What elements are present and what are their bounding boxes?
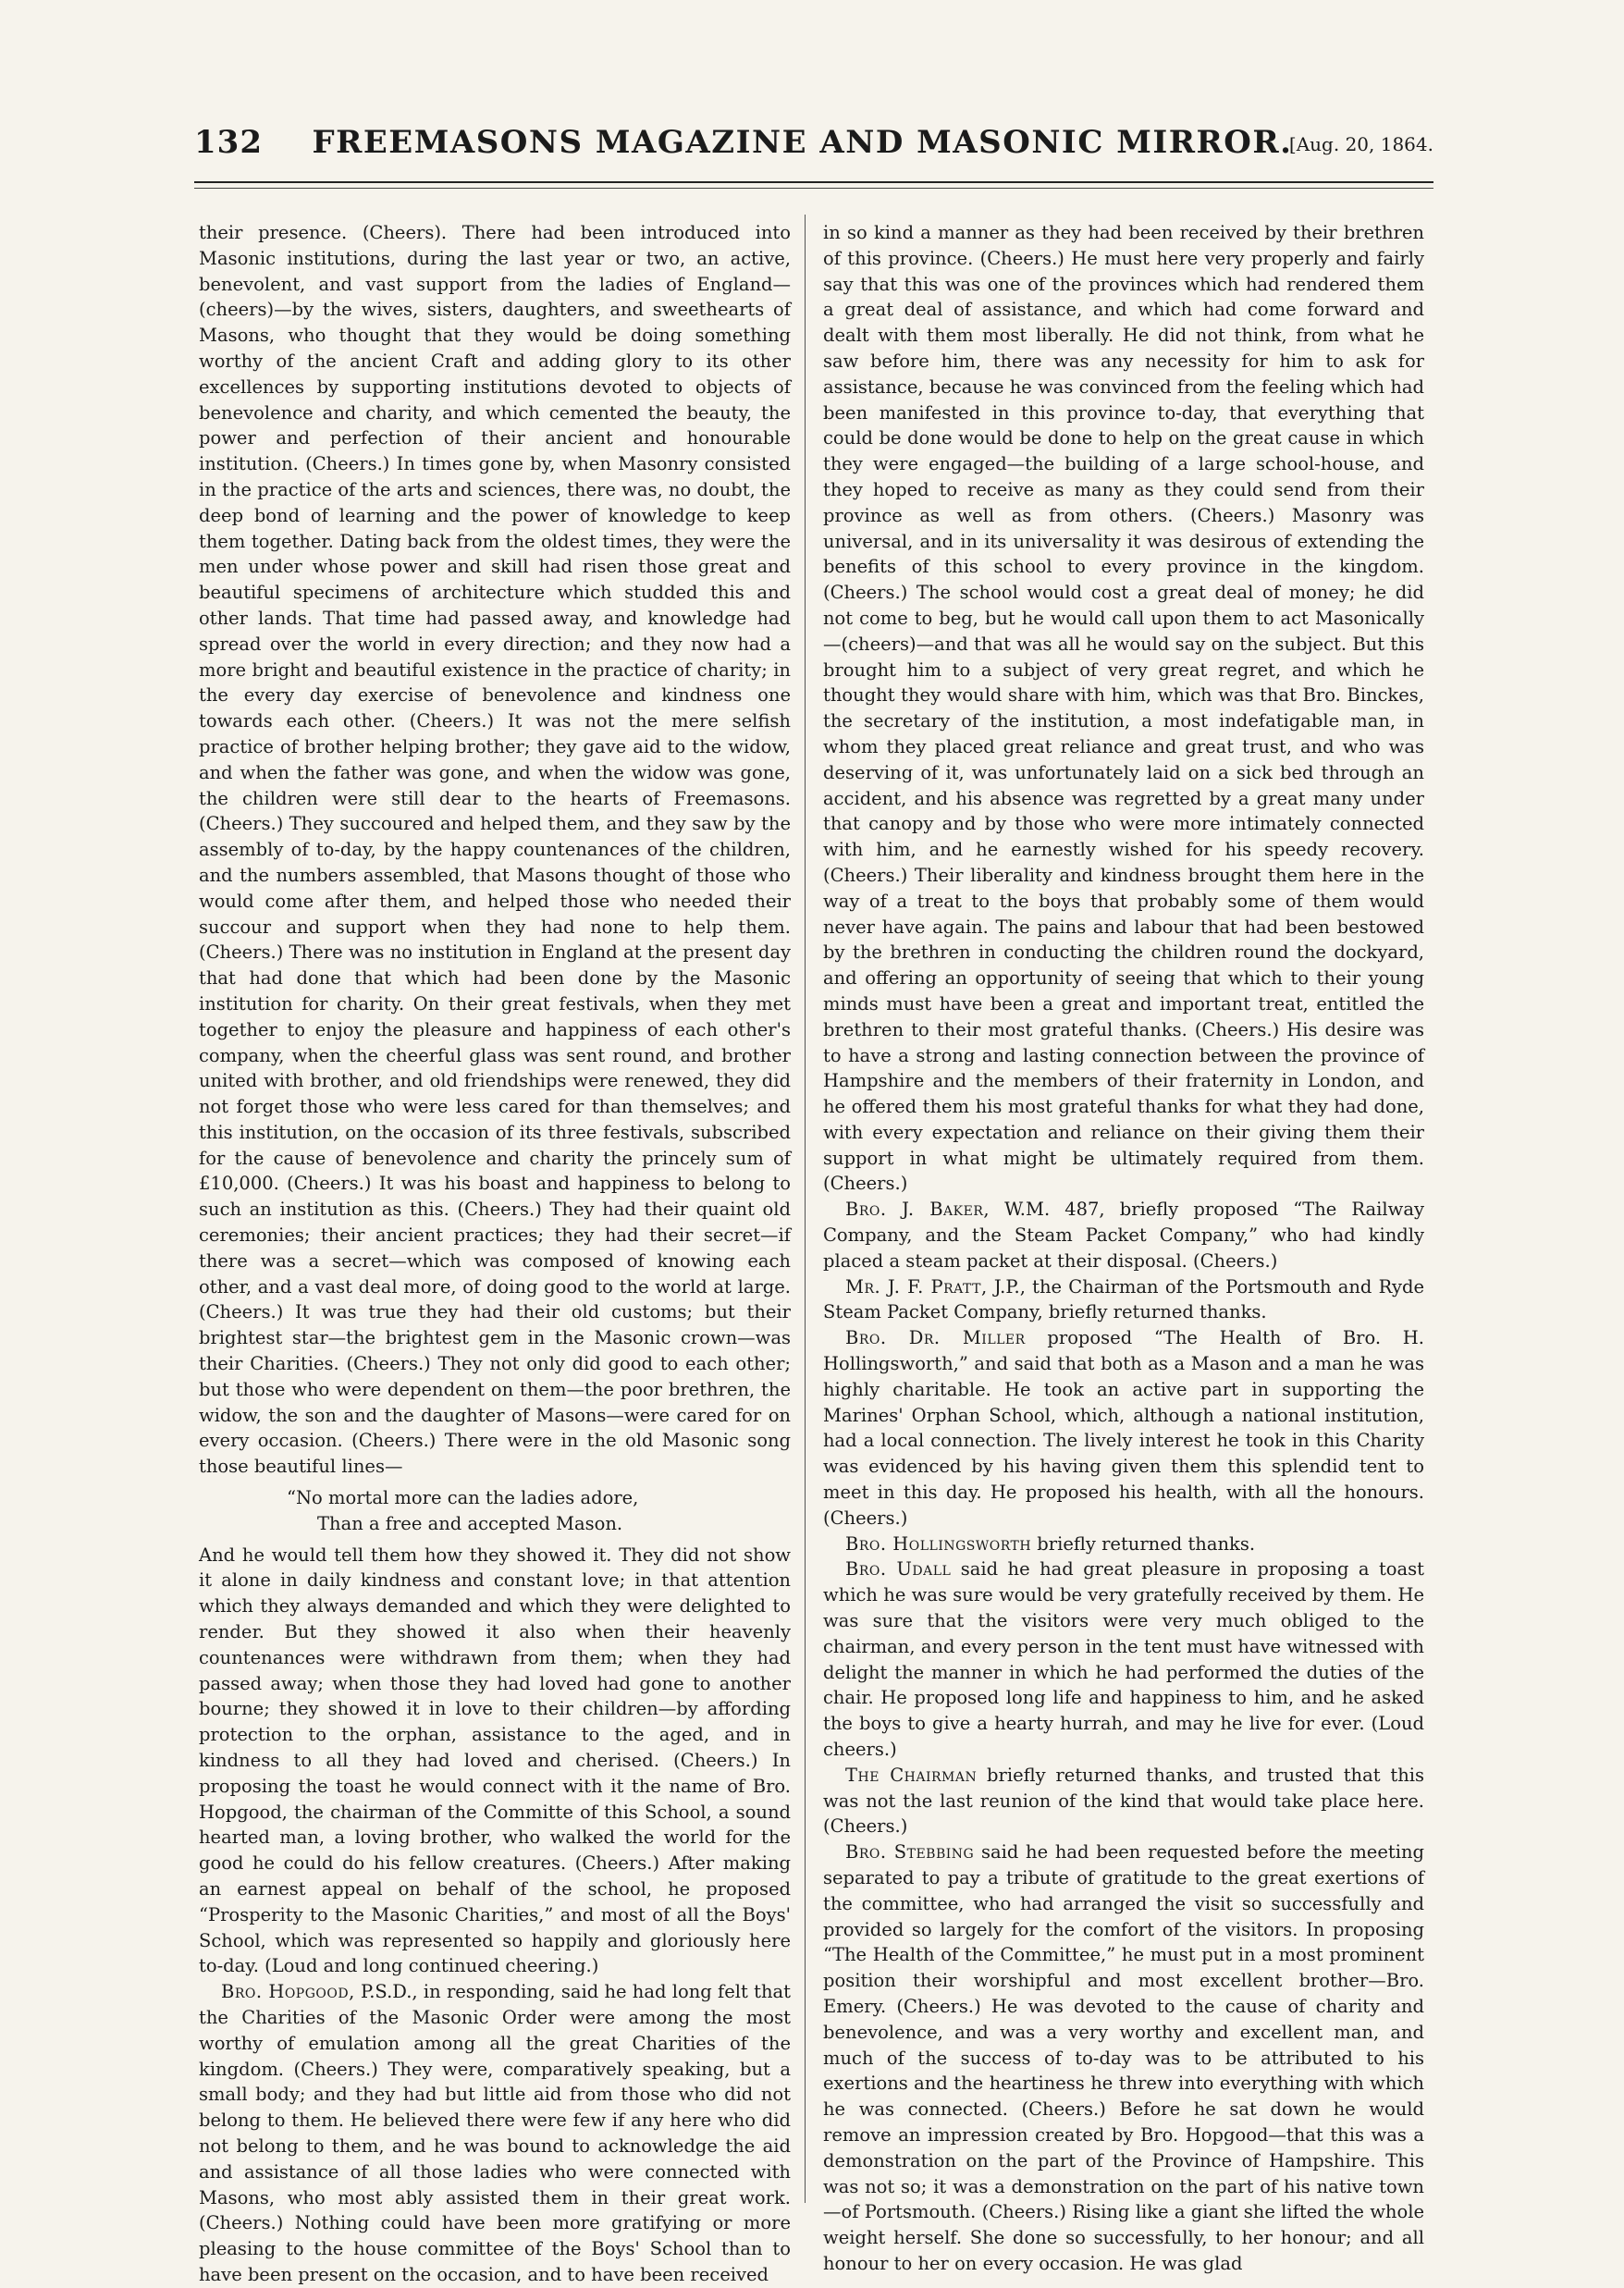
page-header xyxy=(194,111,1433,166)
right-paragraph-4 xyxy=(823,1325,1424,1531)
speaker-name: Bro. J. Baker, xyxy=(845,1199,990,1221)
speaker-name: Mr. J. F. Pratt, xyxy=(845,1275,988,1298)
paragraph-text: briefly returned thanks. xyxy=(1031,1532,1256,1555)
right-paragraph-2 xyxy=(823,1197,1424,1273)
right-paragraph-7 xyxy=(823,1763,1424,1839)
issue-date: [Aug. 20, 1864. xyxy=(1288,133,1433,155)
paragraph-text: said he had been requested before the meeting separated to pay a tribute of gratitude to the great exertions of the committee, who had arranged the visit so successfully and provided so largely for the comfort of the visitors. In proposing “The Health of the Committee,” he must put in a most prominent position their worshipful and most excellent brother—Bro. Emery. (Cheers.) He was devoted to the cause of charity and benevolence, and was a very worthy and excellent man, and much of the success of to-day was to be attributed to his exertions and the heartiness he threw into everything with which he was connected. (Cheers.) Before he sat down he would remove an impression created by Bro. Hopgood—that this was a demonstration on the part of the Province of Hampshire. This was not so; it was a demonstration on the part of his native town—of Portsmouth. (Cheers.) Rising like a giant she lifted the whole weight herself. She done so successfully, to her honour; and all honour to her on every occasion. He was glad xyxy=(823,1841,1424,2274)
left-paragraph-2: And he would tell them how they showed it. They did not show it alone in daily kindness and constant love; in that attention which they always demanded and which they were delighted to render. But they showed it also when their heavenly countenances were withdrawn from them; when they had passed away; when those they had loved had gone to another bourne; they showed it in love to their children—by affording protection to the orphan, assistance to the aged, and in kindness to all they had loved and cherised. (Cheers.) In proposing the toast he would connect with it the name of Bro. Hopgood, the chairman of the Committe of this School, a sound hearted man, a loving brother, who walked the world for the good he could do his fellow creatures. (Cheers.) After making an earnest appeal on behalf of the school, he proposed “Prosperity to the Masonic Charities,” and most of all the Boys' School, which was represented so happily and gloriously here to-day. (Loud and long continued cheering.) xyxy=(199,1544,791,1977)
paragraph-text: said he had great pleasure in proposing a toast which he was sure would be very gratefully received by them. He was sure that the visitors were very much obliged to the chairman, and every person in the tent must have witnessed with delight the manner in which he had performed the duties of the chair. He proposed long life and happiness to him, and he asked the boys to give a hearty hurrah, and may he live for ever. (Loud cheers.) xyxy=(823,1558,1424,1761)
speaker-name: Bro. Dr. Miller xyxy=(845,1327,1026,1349)
page-number: 132 xyxy=(194,124,263,161)
running-title: FREEMASONS MAGAZINE AND MASONIC MIRROR. xyxy=(312,124,1293,161)
right-paragraph-8 xyxy=(823,1839,1424,2277)
speaker-name: Bro. Udall xyxy=(845,1558,952,1581)
right-paragraph-1: in so kind a manner as they had been received by their brethren of this province. (Cheers.) He must here very properly and fairly say that this was one of the provinces which had rendered them a great deal of assistance, and which had come forward and dealt with them most liberally. He did not think, from what he saw before him, there was any necessity for him to ask for assistance, because he was convinced from the feeling which had been manifested in this province to-day, that everything that could be done would be done to help on the great cause in which they were engaged—the building of a large school-house, and they hoped to receive as many as they could send from their province as well as from others. (Cheers.) Masonry was universal, and in its universality it was desirous of extending the benefits of this school to every province in the kingdom. (Cheers.) The school would cost a great deal of money; he did not come to beg, but he would call upon them to act Masonically—(cheers)—and that was all he would say on the subject. But this brought him to a subject of very great regret, and which he thought they would share with him, which was that Bro. Binckes, the secretary of the institution, a most indefatigable man, in whom they placed great reliance and great trust, and who was deserving of it, was unfortunately laid on a sick bed through an accident, and his absence was regretted by a great many under that canopy and by those who were more intimately connected with him, and he earnestly wished for his speedy recovery. (Cheers.) Their liberality and kindness brought them here in the way of a treat to the boys that probably some of them would never have again. The pains and labour that had been bestowed by the brethren in conducting the children round the dockyard, and offering an opportunity of seeing that which to their young minds must have been a great and important treat, entitled the brethren to their most grateful thanks. (Cheers.) His desire was to have a strong and lasting connection between the province of Hampshire and the members of their fraternity in London, and he offered them his most grateful thanks for what they had done, with every expectation and reliance on their giving them their support in what might be ultimately required from them. (Cheers.) xyxy=(823,222,1424,1195)
left-paragraph-3 xyxy=(199,1979,791,2288)
column-divider xyxy=(805,215,806,2203)
left-paragraph-1: their presence. (Cheers). There had been introduced into Masonic institutions, during the last year or two, an active, benevolent, and vast support from the ladies of England—(cheers)—by the wives, sisters, daughters, and sweethearts of Masons, who thought that they would be doing something worthy of the ancient Craft and adding glory to its other excellences by supporting institutions devoted to objects of benevolence and charity, and which cemented the beauty, the power and perfection of their ancient and honourable institution. (Cheers.) In times gone by, when Masonry consisted in the practice of the arts and sciences, there was, no doubt, the deep bond of learning and the power of knowledge to keep them together. Dating back from the oldest times, they were the men under whose power and skill had risen those great and beautiful specimens of architecture which studded this and other lands. That time had passed away, and knowledge had spread over the world in every direction; and they now had a more bright and beautiful existence in the practice of charity; in the every day exercise of benevolence and kindness one towards each other. (Cheers.) It was not the mere selfish practice of brother helping brother; they gave aid to the widow, and when the father was gone, and when the widow was gone, the children were still dear to the hearts of Freemasons. (Cheers.) They succoured and helped them, and they saw by the assembly of to-day, by the happy countenances of the children, and the numbers assembled, that Masons thought of those who would come after them, and helped those who needed their succour and support when they had none to help them. (Cheers.) There was no institution in England at the present day that had done that which had been done by the Masonic institution for charity. On their great festivals, when they met together to enjoy the pleasure and happiness of each other's company, when the cheerful glass was sent round, and brother united with brother, and old friendships were renewed, they did not forget those who were less cared for than themselves; and this institution, on the occasion of its three festivals, subscribed for the cause of benevolence and charity the princely sum of £10,000. (Cheers.) It was his boast and happiness to belong to such an institution as this. (Cheers.) They had their quaint old ceremonies; their ancient practices; they had their secret—if there was a secret—which was composed of knowing each other, and a vast deal more, of doing good to the world at large. (Cheers.) It was true they had their old customs; but their brightest star—the brightest gem in the Masonic crown—was their Charities. (Cheers.) They not only did good to each other; but those who were dependent on them—the poor brethren, the widow, the son and the daughter of Masons—were cared for on every occasion. (Cheers.) There were in the old Masonic song those beautiful lines— xyxy=(199,222,791,1478)
speaker-name: Bro. Stebbing xyxy=(845,1841,975,1864)
paragraph-text: proposed “The Health of Bro. H. Hollingsworth,” and said that both as a Mason and a man he was highly charitable. He took an active part in supporting the Marines' Orphan School, which, although a national institution, had a local connection. The lively interest he took in this Charity was evidenced by his having given them this splendid tent to meet in this day. He proposed his health, with all the honours. (Cheers.) xyxy=(823,1327,1424,1529)
header-rule-thick xyxy=(194,181,1433,183)
right-paragraph-6 xyxy=(823,1556,1424,1762)
speaker-name: The Chairman xyxy=(845,1764,978,1786)
verse-line-2: Than a free and accepted Mason. xyxy=(317,1512,623,1534)
verse-line-1: “No mortal more can the ladies adore, xyxy=(287,1487,639,1509)
speaker-name: Bro. Hopgood, xyxy=(221,1981,355,2003)
paragraph-text: W.M. 487, briefly proposed “The Railway Company, and the Steam Packet Company,” who had kindly placed a steam packet at their disposal. (Cheers.) xyxy=(823,1199,1424,1272)
right-column xyxy=(823,220,1424,2277)
verse-quote xyxy=(199,1485,791,1537)
paragraph-text: P.S.D., in responding, said he had long felt that the Charities of the Masonic Order were among the most worthy of emulation among all the great Charities of the kingdom. (Cheers.) They were, comparatively speaking, but a small body; and they had but little aid from those who did not belong to them. He believed there were few if any here who did not belong to them, and he was bound to acknowledge the aid and assistance of all those ladies who were connected with Masons, who most ably assisted them in their great work. (Cheers.) Nothing could have been more gratifying or more pleasing to the house committee of the Boys' School than to have been present on the occasion, and to have been received xyxy=(199,1981,791,2285)
speaker-name: Bro. Hollingsworth xyxy=(845,1532,1032,1555)
right-paragraph-3 xyxy=(823,1274,1424,1326)
left-column xyxy=(199,220,791,2288)
header-rule-thin xyxy=(194,188,1433,189)
paragraph-text: briefly returned thanks, and trusted that this was not the last reunion of the kind that would take place here. (Cheers.) xyxy=(823,1764,1425,1838)
right-paragraph-5 xyxy=(823,1531,1424,1557)
paragraph-text: J.P., the Chairman of the Portsmouth and Ryde Steam Packet Company, briefly returned thanks. xyxy=(823,1275,1424,1323)
